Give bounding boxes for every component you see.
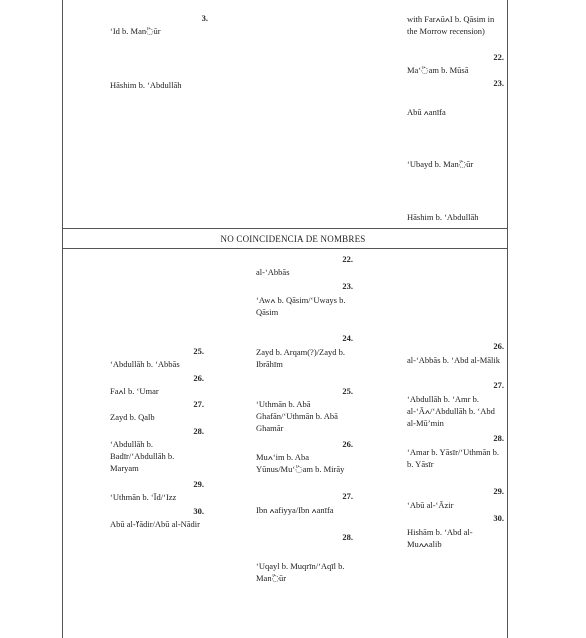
entry-number: 27. bbox=[342, 491, 353, 501]
entry-number: 28. bbox=[342, 532, 353, 542]
entry-number: 22. bbox=[493, 52, 504, 62]
entry-name: al-‘Abbās bbox=[256, 267, 290, 277]
entry-name: ‘Uqayl b. Muqrīn/‘Aqīl b. Man߳ūr bbox=[256, 561, 345, 583]
entry-name: Zayd b. Arqam(?)/Zayd b. Ibrāhīm bbox=[256, 347, 345, 369]
entry-number: 28. bbox=[193, 426, 204, 436]
entry-name: ‘Abdullāh b. ‘Amr b. al-‘Āߍ/‘Abdullāh b. ‘Abd al-Mū’min bbox=[407, 394, 495, 428]
section-rule-top bbox=[62, 228, 508, 229]
entry-number: 27. bbox=[193, 399, 204, 409]
entry-number: 26. bbox=[342, 439, 353, 449]
entry-name: Hāshim b. ‘Abdullāh bbox=[110, 80, 182, 90]
entry-name: ‘Id b. Man߳ūr bbox=[110, 26, 161, 36]
entry-name: al-‘Abbās b. ‘Abd al-Mālik bbox=[407, 355, 501, 365]
entry-number: 26. bbox=[193, 373, 204, 383]
entry-number: 29. bbox=[493, 486, 504, 496]
entry-number: 25. bbox=[342, 386, 353, 396]
entry-number: 26. bbox=[493, 341, 504, 351]
entry-name: ‘Uthmān b. ‘Īd/‘Izz bbox=[110, 492, 177, 502]
entry-name: Ibn ߍafiyya/Ibn ߍanīfa bbox=[256, 505, 334, 515]
entry-number: 30. bbox=[493, 513, 504, 523]
entry-name: Ma‘߳am b. Mūsā bbox=[407, 65, 469, 75]
entry-name: ‘Amar b. Yāsīr/‘Uthmān b. b. Yāsīr bbox=[407, 447, 499, 469]
entry-name: Abū al-ߌādir/Abū al-Nādir bbox=[110, 519, 201, 529]
entry-number: 22. bbox=[342, 254, 353, 264]
left-border bbox=[62, 0, 63, 638]
entry-number: 24. bbox=[342, 333, 353, 343]
entry-name: Zayd b. Qalb bbox=[110, 412, 155, 422]
entry-name: Faߍl b. ‘Umar bbox=[110, 386, 159, 396]
entry-name: Muߍ‘im b. Aba Yūnus/Mu‘߳am b. Mirāy bbox=[256, 452, 345, 474]
entry-number: 23. bbox=[493, 78, 504, 88]
entry-name: Hāshim b. ‘Abdullāh bbox=[407, 212, 479, 222]
entry-name: ‘Abdullāh b. ‘Abbās bbox=[110, 359, 180, 369]
entry-number: 29. bbox=[193, 479, 204, 489]
entry-name: with FarߍūߍI b. Qāsim in the Morrow recension) bbox=[407, 14, 495, 36]
entry-name: Hishām b. ‘Abd al-Muߍߍalib bbox=[407, 527, 473, 549]
section-title: NO COINCIDENCIA DE NOMBRES bbox=[220, 234, 366, 244]
right-border bbox=[507, 0, 508, 638]
entry-name: ‘Abū al-‘Āzir bbox=[407, 500, 454, 510]
entry-number: 27. bbox=[493, 380, 504, 390]
entry-number: 3. bbox=[201, 13, 208, 23]
entry-number: 28. bbox=[493, 433, 504, 443]
entry-number: 30. bbox=[193, 506, 204, 516]
entry-name: ‘Ubayd b. Man߳ūr bbox=[407, 159, 474, 169]
entry-number: 23. bbox=[342, 281, 353, 291]
entry-name: ‘Uthmān b. Abā Ghafān/‘Uthmān b. Abā Ghamār bbox=[256, 399, 338, 433]
entry-number: 25. bbox=[193, 346, 204, 356]
entry-name: Abū ߍanīfa bbox=[407, 107, 446, 117]
entry-name: ‘Awߍ b. Qāsim/‘Uways b. Qāsim bbox=[256, 295, 346, 317]
entry-name: ‘Abdullāh b. Badīr/‘Abdullāh b. Maryam bbox=[110, 439, 175, 473]
section-rule-bottom bbox=[62, 248, 508, 249]
